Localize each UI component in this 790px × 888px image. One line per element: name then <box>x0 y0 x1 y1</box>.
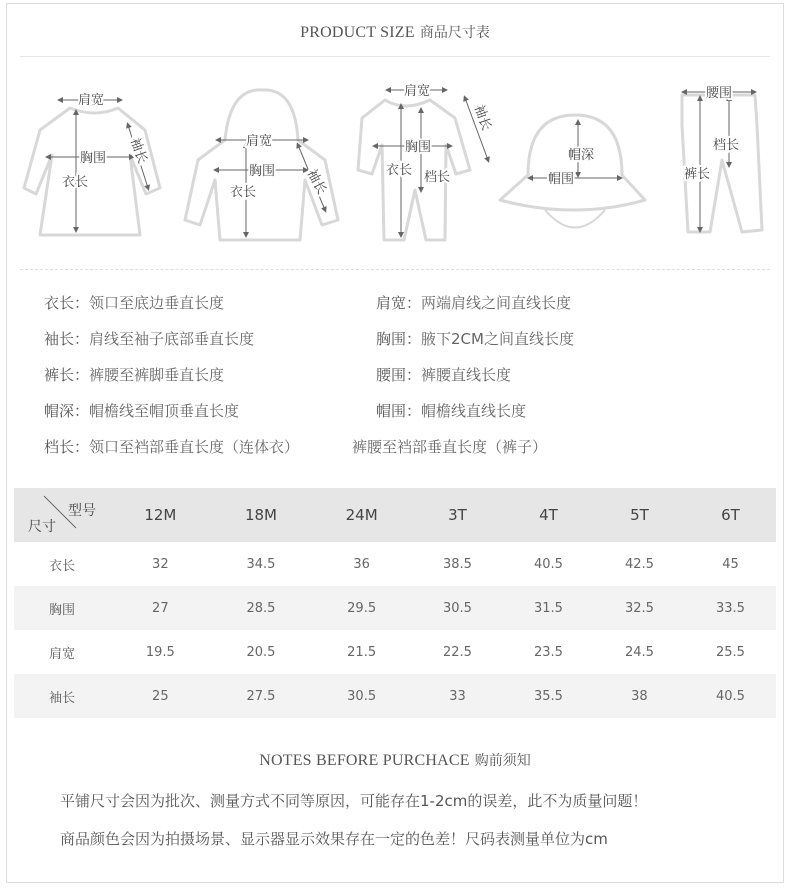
jacket-shoulder-label: 肩宽 <box>246 134 273 149</box>
dress-sleeve-label: 袖长 <box>126 136 150 166</box>
pants-length-label: 裤长 <box>684 167 711 182</box>
table-cell: 31.5 <box>503 586 594 630</box>
table-cell: 21.5 <box>347 644 377 660</box>
table-cell: 30.5 <box>412 586 503 630</box>
dress-shoulder-label: 肩宽 <box>78 93 105 108</box>
note-line: 商品颜色会因为拍摄场景、显示器显示效果存在一定的色差！尺码表测量单位为cm <box>60 830 608 848</box>
jacket-chest-label: 胸围 <box>249 164 276 179</box>
definition-text: 裤腰直线长度 <box>421 366 512 384</box>
column-header: 5T <box>594 488 685 542</box>
definition-text: 帽檐线直线长度 <box>421 402 527 420</box>
definition-text: 肩线至袖子底部垂直长度 <box>89 330 255 348</box>
table-cell: 35.5 <box>503 674 594 718</box>
note-line: 平铺尺寸会因为批次、测量方式不同等原因，可能存在1-2cm的误差，此不为质量问题！ <box>60 792 648 810</box>
table-row <box>14 586 776 630</box>
diagram-divider <box>20 269 770 270</box>
column-header: 24M <box>311 488 412 542</box>
table-cell: 45 <box>722 556 739 572</box>
corner-size-label: 尺寸 <box>28 519 56 535</box>
table-cell: 36 <box>353 556 370 572</box>
romper-length-label: 衣长 <box>386 163 413 178</box>
table-cell: 32 <box>152 556 169 572</box>
definition-text: 帽檐线至帽顶垂直长度 <box>89 402 240 420</box>
table-cell: 30.5 <box>311 674 412 718</box>
definition-text: 两端肩线之间直线长度 <box>421 294 572 312</box>
table-cell: 25 <box>110 674 211 718</box>
notes-title-en: NOTES BEFORE PURCHACE <box>259 752 470 769</box>
definition-term: 裤长： <box>44 366 90 384</box>
row-label: 胸围 <box>14 586 110 630</box>
row-label: 肩宽 <box>48 646 75 662</box>
title-cn: 商品尺寸表 <box>419 25 490 41</box>
table-cell: 34.5 <box>246 556 276 572</box>
size-chart-title <box>0 22 790 42</box>
definition-term: 衣长： <box>44 294 90 312</box>
definition-term: 档长： <box>44 438 90 456</box>
row-label: 衣长 <box>48 558 75 574</box>
table-corner <box>14 488 110 542</box>
definition-text: 裤腰至裤脚垂直长度 <box>89 366 225 384</box>
definition-term: 袖长： <box>44 330 90 348</box>
table-cell: 28.5 <box>211 586 312 630</box>
definition-text: 裤腰至裆部垂直长度（裤子） <box>352 438 548 456</box>
row-label: 袖长 <box>14 674 110 718</box>
pants-crotch-label: 档长 <box>713 138 740 153</box>
romper-sleeve-label: 袖长 <box>470 103 494 133</box>
table-cell: 38.5 <box>442 556 472 572</box>
table-cell: 25.5 <box>715 644 745 660</box>
garment-diagrams <box>0 70 790 255</box>
definition-term: 帽深： <box>44 402 90 420</box>
romper-crotch-label: 档长 <box>424 170 451 185</box>
corner-model-label: 型号 <box>68 503 96 519</box>
romper-shoulder-label: 肩宽 <box>404 84 431 99</box>
notes-title-cn: 购前须知 <box>474 753 531 769</box>
jacket-length-label: 衣长 <box>230 185 257 200</box>
table-cell: 24.5 <box>624 644 654 660</box>
definition-text: 腋下2CM之间直线长度 <box>421 330 574 348</box>
pants-outline <box>682 95 762 232</box>
definition-row <box>44 292 764 328</box>
definition-row <box>44 328 764 364</box>
dress-chest-label: 胸围 <box>80 151 107 166</box>
title-en: PRODUCT SIZE <box>300 24 415 41</box>
garment-diagrams-svg <box>0 70 790 255</box>
definition-text: 领口至裆部垂直长度（连体衣） <box>89 438 300 456</box>
table-cell: 42.5 <box>624 556 654 572</box>
dress-outline <box>24 108 160 235</box>
definition-row <box>44 364 764 400</box>
table-cell: 22.5 <box>442 644 472 660</box>
table-row <box>14 630 776 674</box>
column-header: 4T <box>503 488 594 542</box>
column-header: 18M <box>211 488 312 542</box>
table-cell: 20.5 <box>246 644 276 660</box>
definition-row <box>44 400 764 436</box>
pants-waist-label: 腰围 <box>706 86 733 101</box>
jacket-sleeve-label: 袖长 <box>303 167 329 198</box>
title-divider <box>20 56 770 57</box>
definition-row <box>44 436 764 472</box>
table-cell: 27 <box>110 586 211 630</box>
dress-length-label: 衣长 <box>62 175 89 190</box>
romper-outline <box>358 100 470 240</box>
table-cell: 32.5 <box>594 586 685 630</box>
hat-circumference-label: 帽围 <box>548 172 575 187</box>
size-table <box>14 488 776 718</box>
measurement-definitions <box>44 292 764 472</box>
romper-chest-label: 胸围 <box>405 140 432 155</box>
column-header: 3T <box>412 488 503 542</box>
definition-term: 帽围： <box>376 402 422 420</box>
table-cell: 40.5 <box>533 556 563 572</box>
table-cell: 29.5 <box>311 586 412 630</box>
table-cell: 19.5 <box>145 644 175 660</box>
table-cell: 40.5 <box>685 674 776 718</box>
size-table-header <box>14 488 776 542</box>
table-cell: 27.5 <box>211 674 312 718</box>
table-cell: 23.5 <box>533 644 563 660</box>
table-cell: 33.5 <box>685 586 776 630</box>
column-header: 12M <box>110 488 211 542</box>
table-cell: 38 <box>594 674 685 718</box>
definition-term: 胸围： <box>376 330 422 348</box>
definition-text: 领口至底边垂直长度 <box>89 294 225 312</box>
column-header: 6T <box>685 488 776 542</box>
hat-depth-label: 帽深 <box>568 148 595 163</box>
definition-term: 腰围： <box>376 366 422 384</box>
notes-title <box>0 750 790 770</box>
definition-term: 肩宽： <box>376 294 422 312</box>
table-cell: 33 <box>412 674 503 718</box>
table-row <box>14 542 776 586</box>
table-row <box>14 674 776 718</box>
purchase-notes <box>60 790 647 866</box>
